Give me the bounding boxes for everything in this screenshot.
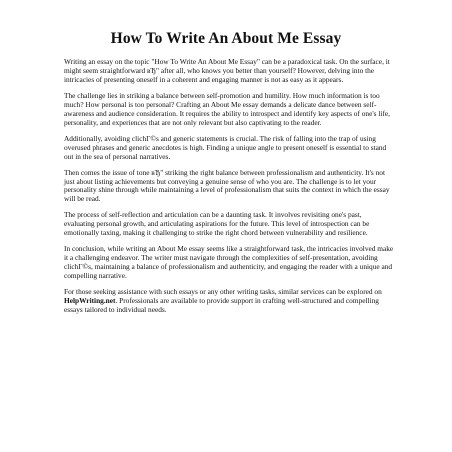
document-title: How To Write An About Me Essay [110, 30, 342, 47]
site-name: HelpWriting.net [64, 296, 116, 306]
paragraph-conclusion: In conclusion, while writing an About Me essay seems like a straightforward task, the intricacies involved make it a challenging endeavor. The writer must navigate through the complexities of self-presentation, avoiding clichГ©s, maintaining a balance of professionalism and authenticity, and engaging the reader with a unique and compelling narrative. [64, 244, 394, 281]
paragraph-closing [64, 288, 394, 315]
closing-text-after: . Professionals are available to provide support in crafting well-structured and compelling essays tailored to individual needs. [64, 296, 379, 314]
paragraph-reflection: The process of self-reflection and articulation can be a daunting task. It involves revisiting one's past, evaluating personal growth, and articulating aspirations for the future. This level of introspection can be emotionally taxing, making it challenging to strike the right chord between vulnerability and resilience. [64, 210, 370, 238]
paragraph-challenge: The challenge lies in striking a balance between self-promotion and humility. How much information is too much? How personal is too personal? Crafting an About Me essay demands a delicate dance between self-awareness and audience consideration. It requires the ability to introspect and identify key aspects of one's life, personality, and experiences that are not only relevant but also captivating to the reader. [64, 90, 390, 127]
closing-text-before: For those seeking assistance with such essays or any other writing tasks, similar services can be explored on [64, 287, 382, 297]
paragraph-cliches: Additionally, avoiding clichГ©s and generic statements is crucial. The risk of falling into the trap of using overused phrases and generic anecdotes is high. Finding a unique angle to present oneself is essential to stand out in the sea of personal narratives. [64, 133, 387, 161]
document-body [64, 58, 394, 315]
paragraph-tone: Then comes the issue of tone вЂ" striking the right balance between professionalism and authenticity. It's not just about listing achievements but conveying a genuine sense of who you are. The challenge is to let your personality shine through while maintaining a level of professionalism that suits the context in which the essay will be read. [64, 167, 390, 204]
paragraph-intro: Writing an essay on the topic "How To Write An About Me Essay" can be a paradoxical task. On the surface, it might seem straightforward вЂ" after all, who knows you better than yourself? However, delving into the intricacies of presenting oneself in a coherent and engaging manner is not as easy as it appears. [64, 57, 390, 84]
